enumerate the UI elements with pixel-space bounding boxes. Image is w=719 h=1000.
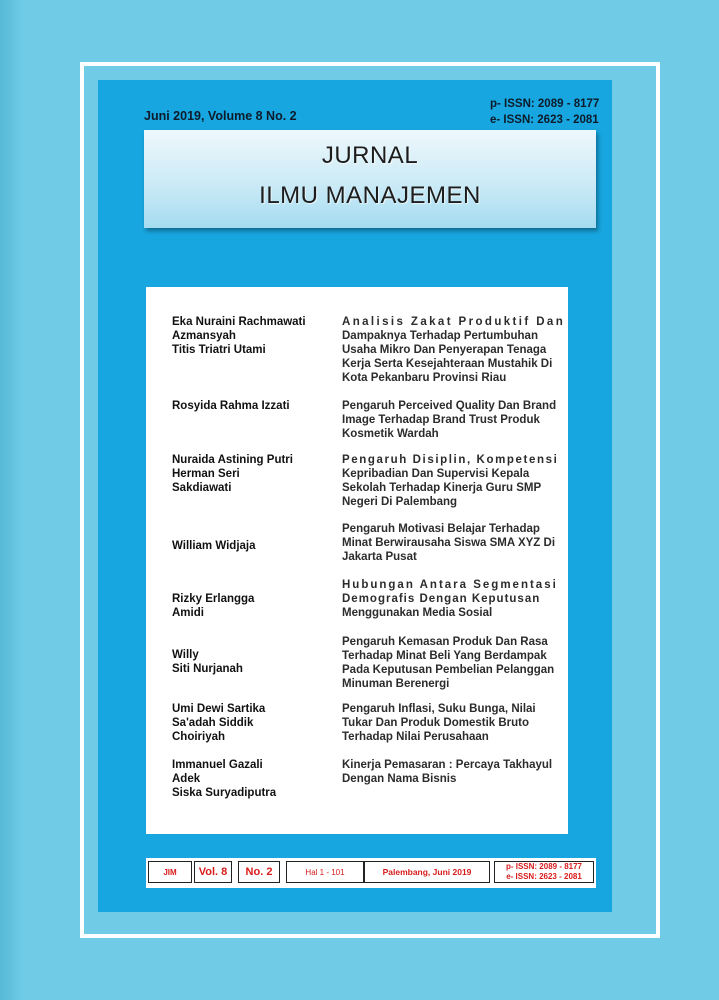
toc-authors xyxy=(172,315,332,357)
article-title-line: Terhadap Nilai Perusahaan xyxy=(342,731,489,743)
toc-authors xyxy=(172,648,332,676)
article-title-line: Pengaruh Motivasi Belajar Terhadap xyxy=(342,523,540,535)
toc-article-title xyxy=(342,315,566,385)
article-title-line: Tukar Dan Produk Domestik Bruto xyxy=(342,717,530,729)
toc-authors xyxy=(172,399,332,413)
author-name: Titis Triatri Utami xyxy=(172,344,266,356)
toc-article-title xyxy=(342,399,566,441)
author-name: Sa'adah Siddik xyxy=(172,717,254,729)
journal-title-line-2: ILMU MANAJEMEN xyxy=(259,182,481,209)
author-name: Rosyida Rahma Izzati xyxy=(172,400,290,412)
article-title-line: Image Terhadap Brand Trust Produk xyxy=(342,414,540,426)
article-title-line: Analisis Zakat Produktif Dan xyxy=(342,316,566,328)
author-name: Azmansyah xyxy=(172,330,236,342)
footer-pages: Hal 1 - 101 xyxy=(286,861,364,883)
article-title-line: Kepribadian Dan Supervisi Kepala xyxy=(342,468,530,480)
article-title-line: Pengaruh Disiplin, Kompetensi xyxy=(342,454,559,466)
article-title-line: Dengan Nama Bisnis xyxy=(342,773,457,785)
author-name: Eka Nuraini Rachmawati xyxy=(172,316,306,328)
journal-title-line-1: JURNAL xyxy=(321,142,419,169)
author-name: Willy xyxy=(172,649,199,661)
footer-volume: Vol. 8 xyxy=(194,861,232,883)
article-title-line: Minuman Berenergi xyxy=(342,678,450,690)
toc-article-title xyxy=(342,702,566,744)
cover-left-edge xyxy=(0,0,22,1000)
article-title-line: Pada Keputusan Pembelian Pelanggan xyxy=(342,664,555,676)
article-title-line: Kerja Serta Kesejahteraan Mustahik Di xyxy=(342,358,553,370)
toc-authors xyxy=(172,758,332,800)
article-title-line: Sekolah Terhadap Kinerja Guru SMP xyxy=(342,482,542,494)
toc-article-title xyxy=(342,578,566,620)
author-name: Nuraida Astining Putri xyxy=(172,454,293,466)
article-title-line: Kota Pekanbaru Provinsi Riau xyxy=(342,372,507,384)
author-name: Adek xyxy=(172,773,201,785)
journal-title-box xyxy=(144,130,596,228)
issue-date: Juni 2019, Volume 8 No. 2 xyxy=(144,109,297,123)
author-name: Amidi xyxy=(172,607,204,619)
table-of-contents xyxy=(146,287,568,834)
article-title-line: Pengaruh Kemasan Produk Dan Rasa xyxy=(342,636,548,648)
footer-place-date: Palembang, Juni 2019 xyxy=(364,861,490,883)
issn-online: e- ISSN: 2623 - 2081 xyxy=(490,114,599,126)
article-title-line: Minat Berwirausaha Siswa SMA XYZ Di xyxy=(342,537,556,549)
toc-authors xyxy=(172,539,332,553)
author-name: Rizky Erlangga xyxy=(172,593,255,605)
toc-authors xyxy=(172,702,332,744)
article-title-line: Dampaknya Terhadap Pertumbuhan xyxy=(342,330,538,342)
toc-article-title xyxy=(342,635,566,691)
issn-print: p- ISSN: 2089 - 8177 xyxy=(490,98,600,110)
article-title-line: Kinerja Pemasaran : Percaya Takhayul xyxy=(342,759,553,771)
article-title-line: Pengaruh Perceived Quality Dan Brand xyxy=(342,400,557,412)
toc-article-title xyxy=(342,522,566,564)
article-title-line: Usaha Mikro Dan Penyerapan Tenaga xyxy=(342,344,547,356)
author-name: Siska Suryadiputra xyxy=(172,787,277,799)
footer-abbr: JIM xyxy=(148,861,192,883)
footer-bar xyxy=(146,858,596,888)
issn-block xyxy=(490,96,599,128)
author-name: Umi Dewi Sartika xyxy=(172,703,266,715)
article-title-line: Pengaruh Inflasi, Suku Bunga, Nilai xyxy=(342,703,536,715)
footer-issn xyxy=(494,861,594,883)
toc-authors xyxy=(172,592,332,620)
toc-article-title xyxy=(342,758,566,786)
toc-authors xyxy=(172,453,332,495)
article-title-line: Terhadap Minat Beli Yang Berdampak xyxy=(342,650,547,662)
author-name: Immanuel Gazali xyxy=(172,759,263,771)
author-name: Sakdiawati xyxy=(172,482,232,494)
toc-article-title xyxy=(342,453,566,509)
article-title-line: Menggunakan Media Sosial xyxy=(342,607,493,619)
article-title-line: Jakarta Pusat xyxy=(342,551,417,563)
author-name: William Widjaja xyxy=(172,540,256,552)
footer-issn-online: e- ISSN: 2623 - 2081 xyxy=(506,872,582,881)
author-name: Choiriyah xyxy=(172,731,226,743)
article-title-line: Negeri Di Palembang xyxy=(342,496,458,508)
article-title-line: Demografis Dengan Keputusan xyxy=(342,593,541,605)
footer-number: No. 2 xyxy=(238,861,280,883)
footer-issn-print: p- ISSN: 2089 - 8177 xyxy=(505,862,583,871)
article-title-line: Kosmetik Wardah xyxy=(342,428,439,440)
author-name: Herman Seri xyxy=(172,468,240,480)
article-title-line: Hubungan Antara Segmentasi xyxy=(342,579,558,591)
author-name: Siti Nurjanah xyxy=(172,663,243,675)
